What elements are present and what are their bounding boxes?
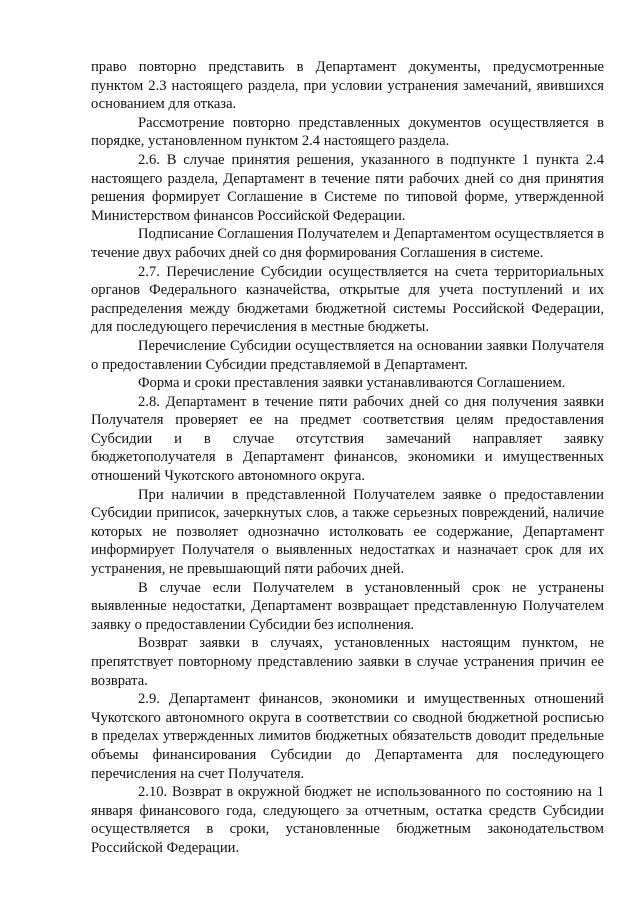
paragraph-6: Перечисление Субсидии осуществляется на основании заявки Получателя о предоставлении Субсидии представляемой в Департамент. xyxy=(91,337,604,373)
paragraph-3: 2.6. В случае принятия решения, указанного в подпункте 1 пункта 2.4 настоящего раздела, Департамент в течение пяти рабочих дней со дня принятия решения формирует Соглашение в Системе по типовой форме, утвержденной Министерством финансов Российской Федерации. xyxy=(91,151,604,224)
paragraph-2: Рассмотрение повторно представленных документов осуществляется в порядке, установленном пунктом 2.4 настоящего раздела. xyxy=(91,114,604,150)
paragraph-9: При наличии в представленной Получателем заявке о предоставлении Субсидии приписок, зачеркнутых слов, а также серьезных повреждений, наличие которых не позволяет однозначно истолковать ее содержание, Департамент информирует Получателя о выявленных недостатках и назначает срок для их устранения, не превышающий пяти рабочих дней. xyxy=(91,486,604,578)
paragraph-7: Форма и сроки преставления заявки устанавливаются Соглашением. xyxy=(138,375,566,392)
paragraph-4: Подписание Соглашения Получателем и Департаментом осуществляется в течение двух рабочих дней со дня формирования Соглашения в системе. xyxy=(91,226,604,261)
paragraph-10: В случае если Получателем в установленный срок не устранены выявленные недостатки, Департамент возвращает представленную Получателем заявку о предоставлении Субсидии без исполнения. xyxy=(91,579,604,633)
paragraph-12: 2.9. Департамент финансов, экономики и имущественных отношений Чукотского автономного округа в соответствии со сводной бюджетной росписью в пределах утвержденных лимитов бюджетных обязательств доводит предельные объемы финансирования Субсидии до Департамента для последующего перечисления на счет Получателя. xyxy=(91,691,604,782)
paragraph-11: Возврат заявки в случаях, установленных настоящим пунктом, не препятствует повторному представлению заявки в случае устранения причин ее возврата. xyxy=(91,635,604,689)
paragraph-13: 2.10. Возврат в окружной бюджет не использованного по состоянию на 1 января финансового года, следующего за отчетным, остатка средств Субсидии осуществляется в сроки, установленные бюджетным законодательством Российской Федерации. xyxy=(91,784,604,856)
paragraph-1: право повторно представить в Департамент документы, предусмотренные пунктом 2.3 настоящего раздела, при условии устранения замечаний, явившихся основанием для отказа. xyxy=(91,59,604,113)
paragraph-8: 2.8. Департамент в течение пяти рабочих дней со дня получения заявки Получателя проверяет ее на предмет соответствия целям предоставления Субсидии и в случае отсутствия замечаний направляет заявку бюджетополучателя в Департамент финансов, экономики и имущественных отношений Чукотского автономного округа. xyxy=(91,393,604,485)
paragraph-5: 2.7. Перечисление Субсидии осуществляется на счета территориальных органов Федерального казначейства, открытые для учета поступлений и их распределения между бюджетами бюджетной системы Российской Федерации, для последующего перечисления в местные бюджеты. xyxy=(91,263,604,336)
